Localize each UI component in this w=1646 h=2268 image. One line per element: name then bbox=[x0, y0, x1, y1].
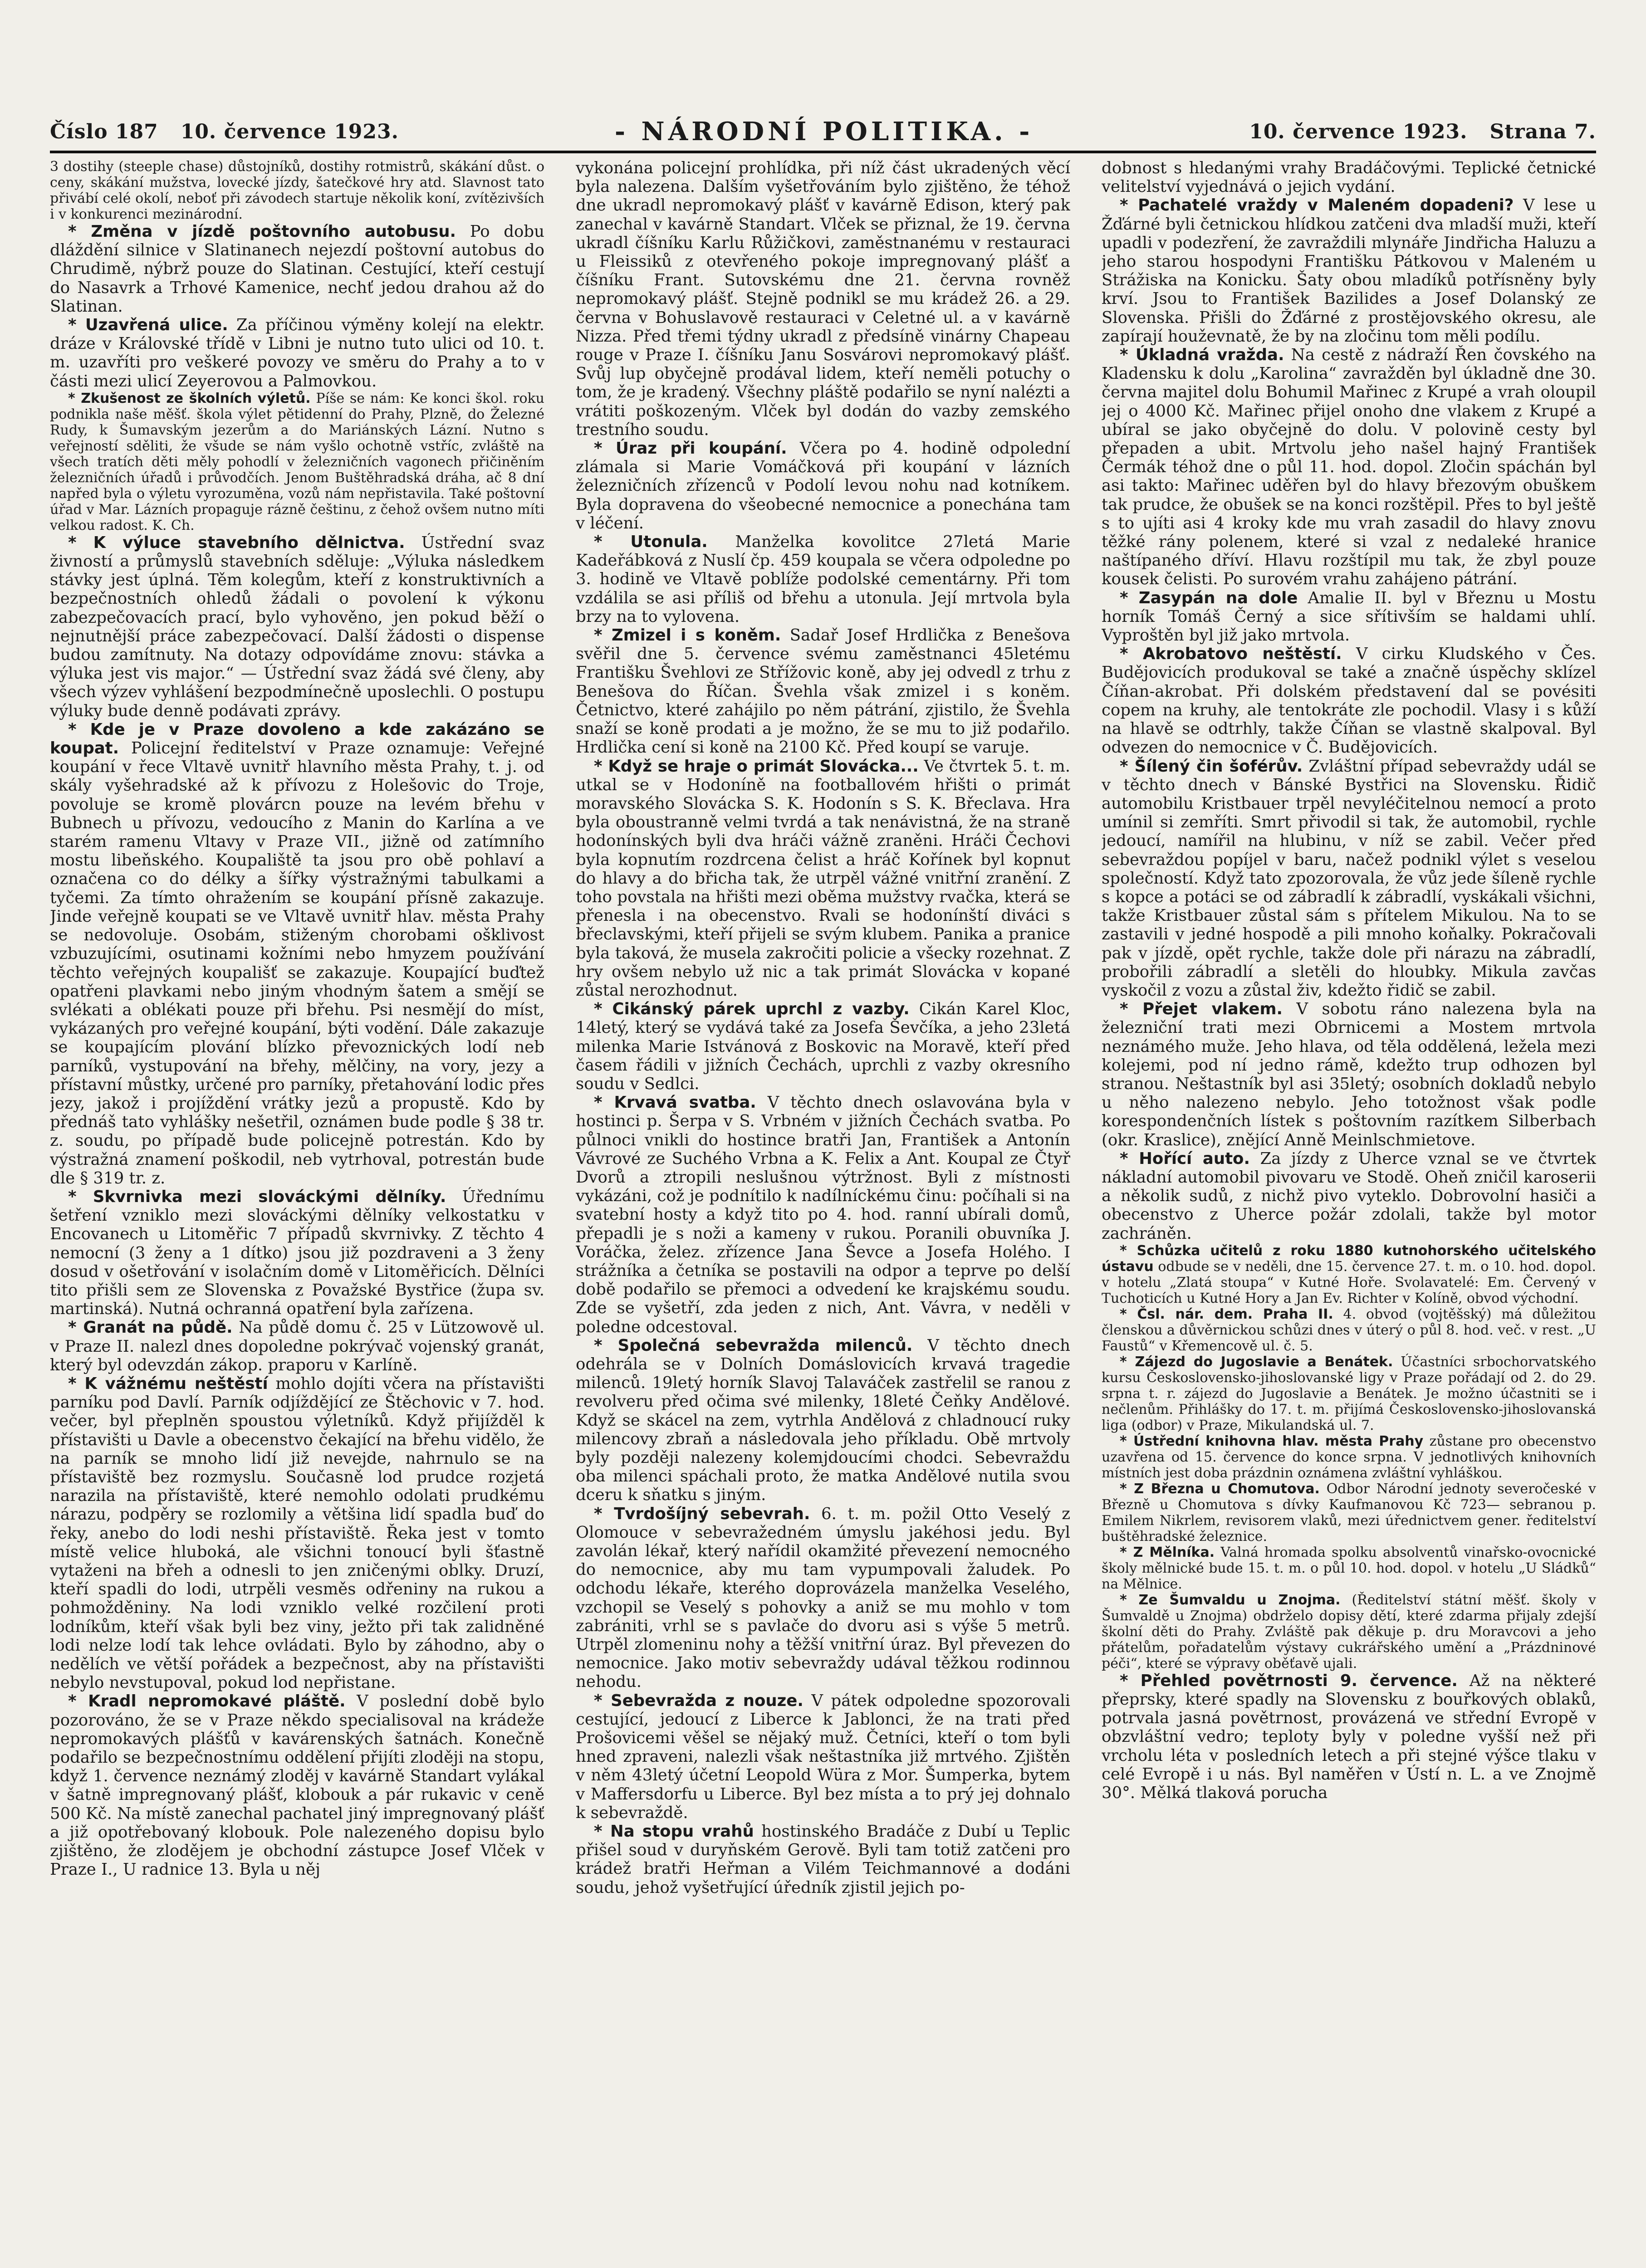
date-right: 10. července 1923. bbox=[1249, 120, 1468, 143]
article bbox=[50, 1692, 544, 1879]
article-headline: * Akrobatovo neštěstí. bbox=[1120, 645, 1342, 664]
article-headline: * Společná sebevražda milenců. bbox=[594, 1336, 913, 1355]
article-text bbox=[50, 222, 544, 316]
article-text bbox=[576, 1822, 1070, 1897]
article-body: V poslední době bylo pozorováno, že se v Praze někdo specialisoval na krádeže nepromokavých plášťů v kavárenských šatnách. Konečně podařilo se bezpečnostnímu oddělení přijíti zloději na stopu, když 1. července neznámý zloděj v kavárně Standart vylákal v šatně impregnovaný plášť, klobouk a pár rukavic v ceně 500 Kč. Na místě zanechal pachatel jiný impregnovaný plášť a již opotřebovaný klobouk. Pole nalezeného dopisu bylo zjištěno, že zlodějem je obchodní zástupce Josef Vlček v Praze I., U radnice 13. Byla u něj bbox=[50, 1692, 544, 1879]
article-headline: * Přejet vlakem. bbox=[1120, 1000, 1283, 1019]
article bbox=[576, 1505, 1070, 1691]
article-headline: * Šílený čin šoférův. bbox=[1120, 757, 1303, 776]
paper-title: - NÁRODNÍ POLITIKA. - bbox=[614, 117, 1034, 147]
article-body: Ve čtvrtek 5. t. m. utkal se v Hodoníně na footballovém hřišti o primát moravského Slovácka S. K. Hodonín s S. K. Břeclava. Hra byla oboustranně velmi tvrdá a tak nenávistná, že na straně hodonínských byli dva hráči vážně zraněni. Hráči Čechovi byla kopnutím rozdrcena čelist a hráč Kořínek byl kopnut do hlavy a do břicha tak, že utrpěl vážné vnitřní zranění. Z toho povstala na hřišti mezi oběma mužstvy rvačka, která se přenesla i na obecenstvo. Rvali se hodonínští diváci s břeclavskými, kteří přijeli se svým klubem. Panika a pranice byla taková, že musela zakročiti policie a všecky rozehnat. Z hry ovšem nebylo už nic a tak primát Slovácka v kopané zůstal nerozhodnut. bbox=[576, 757, 1070, 1000]
article-text bbox=[576, 1000, 1070, 1093]
article bbox=[50, 720, 544, 1188]
article-body: dobnost s hledanými vrahy Bradáčovými. Teplické četnické velitelství vyjednává o jejich vydání. bbox=[1102, 159, 1596, 196]
article-body: Až na některé přeprsky, které spadly na Slovensku z bouřkových oblaků, potrvala jasná povětrnost, provázená ve střední Evropě v obzvláštní vedro; teploty byly v poledne vyšší než při vrcholu léta v posledních letech a při stejné výšce tlaku v celé Evropě i u nás. Byl naměřen v Ústí n. L. a ve Znojmě 30°. Mělká tlaková porucha bbox=[1102, 1671, 1596, 1802]
article-text bbox=[1102, 1306, 1596, 1354]
article-headline: * Z Mělníka. bbox=[1120, 1544, 1215, 1560]
article bbox=[1102, 1354, 1596, 1433]
article-headline: * Krvavá svatba. bbox=[594, 1093, 756, 1112]
article-text bbox=[1102, 645, 1596, 757]
article-headline: * Čsl. nár. dem. Praha II. bbox=[1120, 1306, 1333, 1322]
article-text bbox=[576, 1093, 1070, 1336]
article-headline: * Granát na půdě. bbox=[68, 1318, 233, 1337]
article bbox=[576, 1336, 1070, 1505]
article-headline: * Ústřední knihovna hlav. města Prahy bbox=[1120, 1433, 1424, 1449]
article-headline: * Utonula. bbox=[594, 533, 708, 552]
article-text bbox=[1102, 1149, 1596, 1243]
article-text bbox=[1102, 159, 1596, 196]
article-text bbox=[1102, 196, 1596, 346]
article-body: mohlo dojíti včera na přístavišti parníku pod Davlí. Parník odjíždějící ze Štěchovic v 7. hod. večer, byl přeplněn spoustou výletníků. Když přijížděl k přístavišti u Davle a obecenstvo čekající na břehu vidělo, že na parník se mnoho lidí již nevejde, nahrnulo se na přístaviště bez rozmyslu. Současně lod prudce rozjetá narazila na přístaviště, které nemohlo odolati prudkému nárazu, podpěry se rozlomily a většina lidí spadla buď do řeky, anebo do lodi neshi přístaviště. Řeka jest v tomto místě velice hluboká, ale všichni tonoucí byli šťastně vytaženi na břeh a odnesli to jen zničenými oblky. Druzí, kteří spadli do lodi, utrpěli vesměs odřeniny na rukou a pohmožděniny. Na lodi vzniklo velké rozčilení proti lodníkům, kteří však byli bez viny, ježto při tak zalidněné lodi nelze lodí tak lehce ovládati. Bylo by záhodno, aby o nedělích ve větší pořádek a bezpečnost, aby na přístavišti nebylo nevstupoval, pokud lod nepřistane. bbox=[50, 1374, 544, 1692]
article-headline: * Zmizel i s koněm. bbox=[594, 626, 781, 645]
article-headline: * Když se hraje o primát Slovácka... bbox=[594, 757, 919, 776]
header-left bbox=[50, 120, 399, 143]
article-headline: * Sebevražda z nouze. bbox=[594, 1691, 803, 1710]
article-headline: * Ze Šumvaldu u Znojma. bbox=[1120, 1592, 1341, 1608]
date-left: 10. července 1923. bbox=[180, 120, 399, 143]
article bbox=[1102, 1243, 1596, 1306]
article-body: 3 dostihy (steeple chase) důstojníků, dostihy rotmistrů, skákání důst. o ceny, skákání mužstva, lovecké jízdy, šatečkové hry atd. Slavnost tato přivábí celé okolí, neboť při závodech startuje několik koní, zvítězivších i v konkurenci mezinárodní. bbox=[50, 159, 544, 222]
article-body: Manželka kovolitce 27letá Marie Kadeřábková z Nuslí čp. 459 koupala se včera odpoledne po 3. hodině ve Vltavě poblíže podolské cementárny. Při tom vzdálila se asi příliš od břehu a utonula. Její mrtvola byla brzy na to vylovena. bbox=[576, 533, 1070, 626]
article-headline: * Pachatelé vraždy v Maleném dopadeni? bbox=[1120, 196, 1514, 215]
article-text bbox=[1102, 589, 1596, 645]
article-body: Cikán Karel Kloc, 14letý, který se vydává také za Josefa Ševčíka, a jeho 23letá milenka Marie Istvánová z Boskovic na Moravě, kteří před časem řádili v jižních Čechách, uprchli z vazby okresního soudu v Sedlci. bbox=[576, 1000, 1070, 1093]
article-headline: * Úkladná vražda. bbox=[1120, 346, 1284, 365]
article bbox=[50, 316, 544, 391]
article bbox=[1102, 1000, 1596, 1149]
article-text bbox=[50, 391, 544, 533]
article-text bbox=[50, 316, 544, 391]
article-body: vykonána policejní prohlídka, při níž část ukradených věcí byla nalezena. Dalším vyšetřováním bylo zjištěno, že téhož dne ukradl nepromokavý plášť v kavárně Edison, který pak zanechal v kavárně Standart. Vlček se přiznal, že 19. června ukradl číšníku Karlu Růžičkovi, zaměstnanému v restauraci u Fleissiků z otevřeného pokoje impregnovaný plášť a číšníku Frant. Sutovskému dne 21. června rovněž nepromokavý plášť. Stejně podnikl se mu krádež 26. a 29. června v Bohuslavově restauraci v Celetné ul. a v kavárně Nizza. Před třemi týdny ukradl z předsíně vinárny Chapeau rouge v Praze I. číšníku Janu Sosvárovi nepromokavý plášť. Svůj lup obyčejně prodával lidem, kteří neměli potuchy o tom, že je kradený. Všechny pláště podařilo se nyní nalézti a vrátiti poškozeným. Vlček byl dodán do vazby zemského trestního soudu. bbox=[576, 159, 1070, 439]
columns bbox=[50, 159, 1596, 2268]
article bbox=[50, 1374, 544, 1692]
article-headline: * Změna v jízdě poštovního autobusu. bbox=[68, 222, 456, 241]
article-headline: * Zasypán na dole bbox=[1120, 588, 1298, 607]
article bbox=[1102, 196, 1596, 346]
article bbox=[1102, 645, 1596, 757]
article-headline: * Hořící auto. bbox=[1120, 1149, 1250, 1168]
article-text bbox=[50, 159, 544, 222]
article-body: Po dobu dláždění silnice v Slatinanech nejezdí poštovní autobus do Chrudimě, nýbrž pouze do Slatinan. Cestující, kteří cestují do Nasavrk a Trhové Kamenice, nechť jedou drahou až do Slatinan. bbox=[50, 222, 544, 316]
article-body: Policejní ředitelství v Praze oznamuje: Veřejné koupání v řece Vltavě uvnitř hlavního města Prahy, t. j. od skály vyšehradské až k přívozu z Holešovic do Troje, povoluje se kromě plovárcn pouze na levém břehu v Bubnech u přívozu, vedoucího z Manin do Karlína a ve starém ramenu Vltavy v Praze VII., jižně od zatímního mostu libeňského. Koupaliště ta jsou pro obě pohlaví a označena co do délky a šířky výstražnými tabulkami a tyčemi. Za tímto ohražením se koupání přísně zakazuje. Jinde veřejně koupati se ve Vltavě uvnitř hlav. města Prahy se nedovoluje. Osobám, stiženým chorobami ošklivost vzbuzujícími, osutinami kožními nebo hmyzem používání těchto veřejných koupališť se zakazuje. Koupající buďtež opatřeni plavkami nebo jiným vhodným šatem a smějí se svlékati a oblékati pouze při břehu. Psi nesmějí do míst, vykázaných pro veřejné koupání, býti vodění. Dále zakazuje se koupajícím plování blízko převoznických lodí neb parníků, vystupování na břehy, mělčiny, na vory, jezy a přístavní můstky, určené pro parníky, přetahování lodic přes jezy, jakož i projíždění vrátky jezů a propustě. Kdo by přednáš tato vyhlášky nešetřil, oznámen bude podle § 38 tr. z. soudu, po případě bude policejně potrestán. Kdo by výstražná znamení poškodil, neb vytrhoval, potrestán bude dle § 319 tr. z. bbox=[50, 739, 544, 1188]
article-text bbox=[1102, 1592, 1596, 1672]
article-text bbox=[576, 626, 1070, 757]
article bbox=[576, 439, 1070, 533]
article-body: Na cestě z nádraží Řen čovského na Kladensku k dolu „Karolina“ zavražděn byl úkladně dne 30. června majitel dolu Bohumil Mařinec z Krupé a vrah oloupil jej o 4000 Kč. Mařinec přijel onoho dne vlakem z Krupé a ubíral se jako obyčejně do dolu. V polovině cesty byl přepaden a ubit. Mrtvolu jeho našel hajný František Čermák téhož dne o půl 11. hod. dopol. Zločin spáchán byl asi takto: Mařinec uděřen byl do hlavy březovým obuškem tak prudce, že obušek se na konci rozštěpil. Přes to byl ještě s to ujíti asi 4 kroky kde mu vrah zasadil do hlavy znovu těžké rány polenem, které si vzal z nedaleké hranice naštípaného dříví. Hlavu rozštípil mu tak, že zbyl pouze kousek čelisti. Po surovém vrahu zahájeno pátrání. bbox=[1102, 346, 1596, 589]
article-headline: * Cikánský párek uprchl z vazby. bbox=[594, 1000, 910, 1019]
article-text bbox=[576, 533, 1070, 626]
article bbox=[1102, 346, 1596, 589]
article-body: Za příčinou výměny kolejí na elektr. dráze v Královské třídě v Libni je nutno tuto ulici od 10. t. m. uzavříti pro veškeré povozy ve směru do Prahy a to v části mezi ulicí Zeyerovou a Palmovkou. bbox=[50, 316, 544, 391]
article-body: Úřednímu šetření vzniklo mezi slováckými dělníky velkostatku v Encovanech u Litoměřic 7 případů skvrnivky. Z těchto 4 nemocní (3 ženy a 1 dítko) jsou již pozdraveni a 3 ženy dosud v ošetřování v isolačním domě v Litoměřicích. Dělníci tito přišli sem ze Slovenska z Považské Bystřice (župa sv. martinská). Nutná ochranná opatření byla zařízena. bbox=[50, 1187, 544, 1319]
article bbox=[576, 533, 1070, 626]
article bbox=[576, 1000, 1070, 1093]
article-headline: * Zkušenost ze školních výletů. bbox=[68, 390, 311, 406]
article-body: V cirku Kludského v Čes. Budějovicích produkoval se také a značně úspěchy sklízel Číňan-akrobat. Při dolském představení dal se povésiti copem na kruhy, ale tentokráte zle pochodil. Vlasy i s kůží na hlavě se odtrhly, takže Číňan se vlastně skalpoval. Byl odvezen do nemocnice v Č. Budějovicích. bbox=[1102, 645, 1596, 757]
column-3 bbox=[1102, 159, 1596, 2268]
article-text bbox=[576, 1691, 1070, 1822]
article-headline: * Úraz při koupání. bbox=[594, 439, 787, 458]
article-text bbox=[1102, 1672, 1596, 1802]
article-text bbox=[1102, 757, 1596, 1000]
article bbox=[576, 1822, 1070, 1897]
article bbox=[1102, 757, 1596, 1000]
article-body: 6. t. m. požil Otto Veselý z Olomouce v sebevražedném úmyslu jakéhosi jedu. Byl zavolán lékař, který nařídil okamžité převezení nemocného do nemocnice, aby mu tam vypumpovali žaludek. Po odchodu lékaře, kterého doprovázela manželka Veselého, vzchopil se Veselý s pohovky a aniž se mu mohlo v tom zabrániti, vrhl se s pavlače do dvoru asi s výše 5 metrů. Utrpěl zlomeninu nohy a těžší vnitřní úraz. Byl převezen do nemocnice. Jako motiv sebevraždy udával těžkou rodinnou nehodu. bbox=[576, 1504, 1070, 1691]
article-body: Ústřední svaz živností a průmyslů stavebních sděluje: „Výluka následkem stávky jest úplná. Těm kolegům, kteří z konstruktivních a bezpečnostních ohledů žádali o povolení k výkonu zabezpečovacích prací, bylo vyhověno, jen pokud běží o nejnutnější práce zabezpečovací. Další žádosti o dispense budou zamítnuty. Na dotazy odpovídáme znovu: stávka a výluka jest vis major.“ — Ústřední svaz žádá své členy, aby všech výzev vyhlášení bezpodmínečně uposlechli. O postupu výluky bude denně podávati zprávy. bbox=[50, 533, 544, 720]
article-headline: * K výluce stavebního dělnictva. bbox=[68, 533, 405, 552]
article bbox=[1102, 1545, 1596, 1592]
article-text bbox=[50, 1692, 544, 1879]
article bbox=[50, 1188, 544, 1318]
article-text bbox=[576, 439, 1070, 533]
article-text bbox=[1102, 1243, 1596, 1306]
article-text bbox=[50, 1374, 544, 1692]
article bbox=[50, 533, 544, 720]
article bbox=[50, 1318, 544, 1374]
article-body: hostinského Bradáče z Dubí u Teplic přišel soud v duryňském Gerově. Byli tam totiž zatčeni pro krádež bratři Heřman a Vilém Teichmannové a dodáni soudu, jehož vyšetřující úředník zjistil jejich po- bbox=[576, 1822, 1070, 1897]
article-body: V sobotu ráno nalezena byla na železniční trati mezi Obrnicemi a Mostem mrtvola neznámého muže. Jeho hlava, od těla oddělená, ležela mezi kolejemi, pod ní jedno rámě, kdežto trup odhozen byl stranou. Neštastník byl asi 35letý; osobních dokladů nebylo u něho nalezeno nebylo. Jeho totožnost však podle korespondenčních lístek s poštovním razítkem Silberbach (okr. Kraslice), znějící Anně Meinlschmietove. bbox=[1102, 1000, 1596, 1149]
article-body: (Ředitelství státní měšť. školy v Šumvaldě u Znojma) obdrželo dopisy dětí, které zdarma přijaly zdejší školní děti do Prahy. Zvláště pak děkuje p. dru Moravcovi a jeho přátelům, pořadatelům výstavy cukrářského umění a „Prázdninové péči“, které se výpravy oběťavě ujali. bbox=[1102, 1592, 1596, 1672]
article-body: Za jízdy z Uherce vznal se ve čtvrtek nákladní automobil pivovaru ve Stodě. Oheň zničil karoserii a několik sudů, z nichž pivo vyteklo. Dobrovolní hasiči a obecenstvo z Uherce požár zdolali, takže byl motor zachráněn. bbox=[1102, 1149, 1596, 1243]
article-text bbox=[1102, 1000, 1596, 1149]
article bbox=[576, 1093, 1070, 1336]
article bbox=[50, 159, 544, 222]
article-body: Zvláštní případ sebevraždy udál se v těchto dnech v Bánské Bystřici na Slovensku. Řidič automobilu Kristbauer trpěl nevyléčitelnou nemocí a proto umínil si zemříti. Smrt přivodil si tak, že automobil, rychle jedoucí, namířil na hlubinu, v níž se zabil. Večer před sebevraždou popíjel v baru, načež podnikl výlet s veselou společností. Když tato zpozorovala, že vůz jede šíleně rychle s kopce a potáci se od zábradlí k zábradlí, vyskákali všichni, takže Kristbauer zůstal sám s přítelem Mikulou. Na to se zastavili v jedné hospodě a pili mnoho koňalky. Pokračovali pak v jízdě, opět rychle, takže dole při nárazu na zábradlí, probořili zábradlí a sletěli do hloubky. Mikula zavčas vyskočil z vozu a zůstal živ, kdežto řidič se zabil. bbox=[1102, 757, 1596, 1000]
article-headline: * Uzavřená ulice. bbox=[68, 316, 228, 335]
article bbox=[1102, 1306, 1596, 1354]
article-text bbox=[576, 159, 1070, 439]
article-body: Účastníci srbochorvatského kursu Československo-jihoslovanské ligy v Praze pořádají od 2. do 29. srpna t. r. zájezd do Jugoslavie a Benátek. Je možno účastniti se i nečlenům. Přihlášky do 17. t. m. přijímá Československo-jihoslovanská liga (odbor) v Praze, Mikulandská ul. 7. bbox=[1102, 1354, 1596, 1433]
article-text bbox=[50, 1188, 544, 1318]
article-body: V těchto dnech odehrála se v Dolních Domáslovicích krvavá tragedie milenců. 19letý horník Slavoj Talaváček zastřelil se ranou z revolveru před očima své milenky, 18leté Čeňky Andělové. Když se skácel na zem, vytrhla Andělová z chladnoucí ruky milencovy zbraň a následovala jeho příkladu. Obě mrtvoly byly později nalezeny kolemjdoucími chodci. Sebevraždu oba milenci spáchali proto, že matka Andělové nutila svou dceru k sňatku s jiným. bbox=[576, 1336, 1070, 1505]
article-text bbox=[1102, 1481, 1596, 1545]
article bbox=[1102, 159, 1596, 196]
article-headline: * Schůzka učitelů z roku 1880 kutnohorského učitelského ústavu bbox=[1102, 1242, 1596, 1275]
article-text bbox=[50, 533, 544, 720]
article bbox=[1102, 589, 1596, 645]
article-body: Sadař Josef Hrdlička z Benešova svěřil dne 5. července svému zaměstnanci 45letému Františku Švehlovi ze Střížovic koně, aby jej odvedl z trhu z Benešova do Říčan. Švehla však zmizel i s koněm. Četnictvo, které zahájilo po něm pátrání, zjistilo, že Švehla snaží se koně prodati a je možno, že se mu to již podařilo. Hrdlička cení si koně na 2100 Kč. Před koupí se varuje. bbox=[576, 626, 1070, 757]
article-headline: * Z Března u Chomutova. bbox=[1120, 1481, 1320, 1497]
article bbox=[50, 391, 544, 533]
article-body: V lese u Žďárné byli četnickou hlídkou zatčeni dva mladší muži, kteří upadli v podezření, že zavraždili mlynáře Jindřicha Haluzu a jeho starou hospodyni Františku Pátkovou v Maleném u Strážiska na Konicku. Šaty obou mladíků potřísněny byly krví. Jsou to František Bazilides a Josef Dolanský ze Slovenska. Přišli do Žďárné z prostějovského okresu, ale zapírají houževnatě, že by na zločinu tom měli podílu. bbox=[1102, 196, 1596, 346]
article-body: Píše se nám: Ke konci škol. roku podnikla naše měšť. škola výlet pětidenní do Prahy, Plzně, do Železné Rudy, k Šumavským jezerům a do Mariánských Lázní. Nutno s veřejností sděliti, že všude se nám vyšlo ochotně vstříc, zvláště na všech tratích děti měly pohodlí v železničních vagonech přičiněním železničních úřadů i průvodčích. Jenom Buštěhradská dráha, ač 8 dní napřed byla o výletu vyrozuměna, vozů nám nepřistavila. Také poštovní úřad v Mar. Lázních propaguje rázně češtinu, z čehož ovšem nutno míti velkou radost. K. Ch. bbox=[50, 390, 544, 533]
article bbox=[1102, 1672, 1596, 1802]
article bbox=[1102, 1149, 1596, 1243]
article-text bbox=[1102, 1545, 1596, 1592]
article-headline: * Zájezd do Jugoslavie a Benátek. bbox=[1120, 1354, 1393, 1370]
article-body: Amalie II. byl v Březnu u Mostu horník Tomáš Černý a sice sřítivším se haldami uhlí. Vyproštěn byl již jako mrtvola. bbox=[1102, 588, 1596, 645]
article-text bbox=[1102, 1433, 1596, 1481]
article-body: Odbor Národní jednoty severočeské v Březně u Chomutova s dívky Kaufmanovou Kč 723— sebranou p. Emilem Nikrlem, revisorem vlaků, mezi úřednictvem gener. ředitelství buštěhradské železnice. bbox=[1102, 1481, 1596, 1545]
column-1 bbox=[50, 159, 544, 2268]
article-body: V těchto dnech oslavována byla v hostinci p. Šerpa v S. Vrbném v jižních Čechách svatba. Po půlnoci vnikli do hostince bratři Jan, František a Antonín Vávrové ze Suchého Vrbna a K. Felix a Ant. Koupal ze Čtyř Dvorů a ztropili neslušnou výtržnost. Byli z místnosti vykázáni, což je podnítilo k nadílníckému činu: počíhali si na svatební hosty a když tito po 4. hod. ranní ubírali domů, přepadli je s noži a kameny v rukou. Poranili obuvníka J. Voráčka, želez. zřízence Jana Ševce a Josefa Holého. I strážníka a četníka se postavili na odpor a teprve po delší době podařilo se přemoci a odvedení ke krajskému soudu. Zde se vyšetří, zda jeden z nich, Ant. Vávra, v neděli v poledne odcestoval. bbox=[576, 1093, 1070, 1336]
article-body: Na půdě domu č. 25 v Lützowově ul. v Praze II. nalezl dnes dopoledne pokrývač vojenský granát, který byl odevzdán zákop. praporu v Karlíně. bbox=[50, 1318, 544, 1374]
article-text bbox=[50, 1318, 544, 1374]
article-text bbox=[1102, 346, 1596, 589]
article bbox=[576, 757, 1070, 1000]
article-body: zůstane pro obecenstvo uzavřena od 15. července do konce srpna. V jednotlivých knihovních místních jest doba prázdnin oznámena zvláštní vyhláškou. bbox=[1102, 1433, 1596, 1481]
article bbox=[576, 626, 1070, 757]
column-2 bbox=[576, 159, 1070, 2268]
article bbox=[576, 1691, 1070, 1822]
article-text bbox=[576, 757, 1070, 1000]
article bbox=[1102, 1481, 1596, 1545]
article bbox=[1102, 1433, 1596, 1481]
article-text bbox=[50, 720, 544, 1188]
issue-number: Číslo 187 bbox=[50, 120, 158, 143]
article-text bbox=[1102, 1354, 1596, 1433]
article-body: V pátek odpoledne spozorovali cestující, jedoucí z Liberce k Jablonci, že na trati před Prošovicemi věšel se nějaký muž. Četníci, kteří o tom byli hned zpraveni, nalezli však neštastníka již mrtvého. Zjištěn v něm 43letý účetní Leopold Würa z Mor. Šumperka, bytem v Maffersdorfu u Liberce. Byl bez místa a to prý jej dohnalo k sebevraždě. bbox=[576, 1691, 1070, 1822]
article-headline: * Přehled povětrnosti 9. července. bbox=[1120, 1671, 1458, 1690]
article-headline: * Na stopu vrahů bbox=[594, 1822, 754, 1841]
article-headline: * K vážnému neštěstí bbox=[68, 1374, 268, 1393]
masthead bbox=[50, 113, 1596, 150]
article bbox=[1102, 1592, 1596, 1672]
article-headline: * Kradl nepromokavé pláště. bbox=[68, 1692, 346, 1711]
header-rule bbox=[50, 151, 1596, 153]
article-headline: * Skvrnivka mezi slováckými dělníky. bbox=[68, 1187, 446, 1206]
article-body: odbude se v neděli, dne 15. července 27. t. m. o 10. hod. dopol. v hotelu „Zlatá stoupa“ v Kutné Hoře. Svolavatelé: Em. Červený v Tuchoticích u Kutné Hory a Jan Ev. Richter v Kolíně, obvod východní. bbox=[1102, 1258, 1596, 1306]
header-right bbox=[1249, 120, 1596, 143]
article-text bbox=[576, 1505, 1070, 1691]
article-body: 4. obvod (vojtěšský) má důležitou členskou a důvěrnickou schůzi dnes v úterý o půl 8. hod. več. v rest. „U Faustů“ v Křemencově ul. č. 5. bbox=[1102, 1306, 1596, 1354]
article-text bbox=[576, 1336, 1070, 1505]
article-headline: * Kde je v Praze dovoleno a kde zakázáno se koupat. bbox=[50, 720, 544, 758]
article bbox=[50, 222, 544, 316]
article-headline: * Tvrdošíjný sebevrah. bbox=[594, 1504, 810, 1523]
article-body: Včera po 4. hodině odpolední zlámala si Marie Vomáčková při koupání v lázních železničních zřízenců v Podolí levou nohu nad kotníkem. Byla dopravena do všeobecné nemocnice a ponechána tam v léčení. bbox=[576, 439, 1070, 533]
article bbox=[576, 159, 1070, 439]
article-body: Valná hromada spolku absolventů vinařsko-ovocnické školy mělnické bude 15. t. m. o půl 10. hod. dopol. v hotelu „U Sládků“ na Mělnice. bbox=[1102, 1544, 1596, 1592]
page-number: Strana 7. bbox=[1489, 120, 1596, 143]
